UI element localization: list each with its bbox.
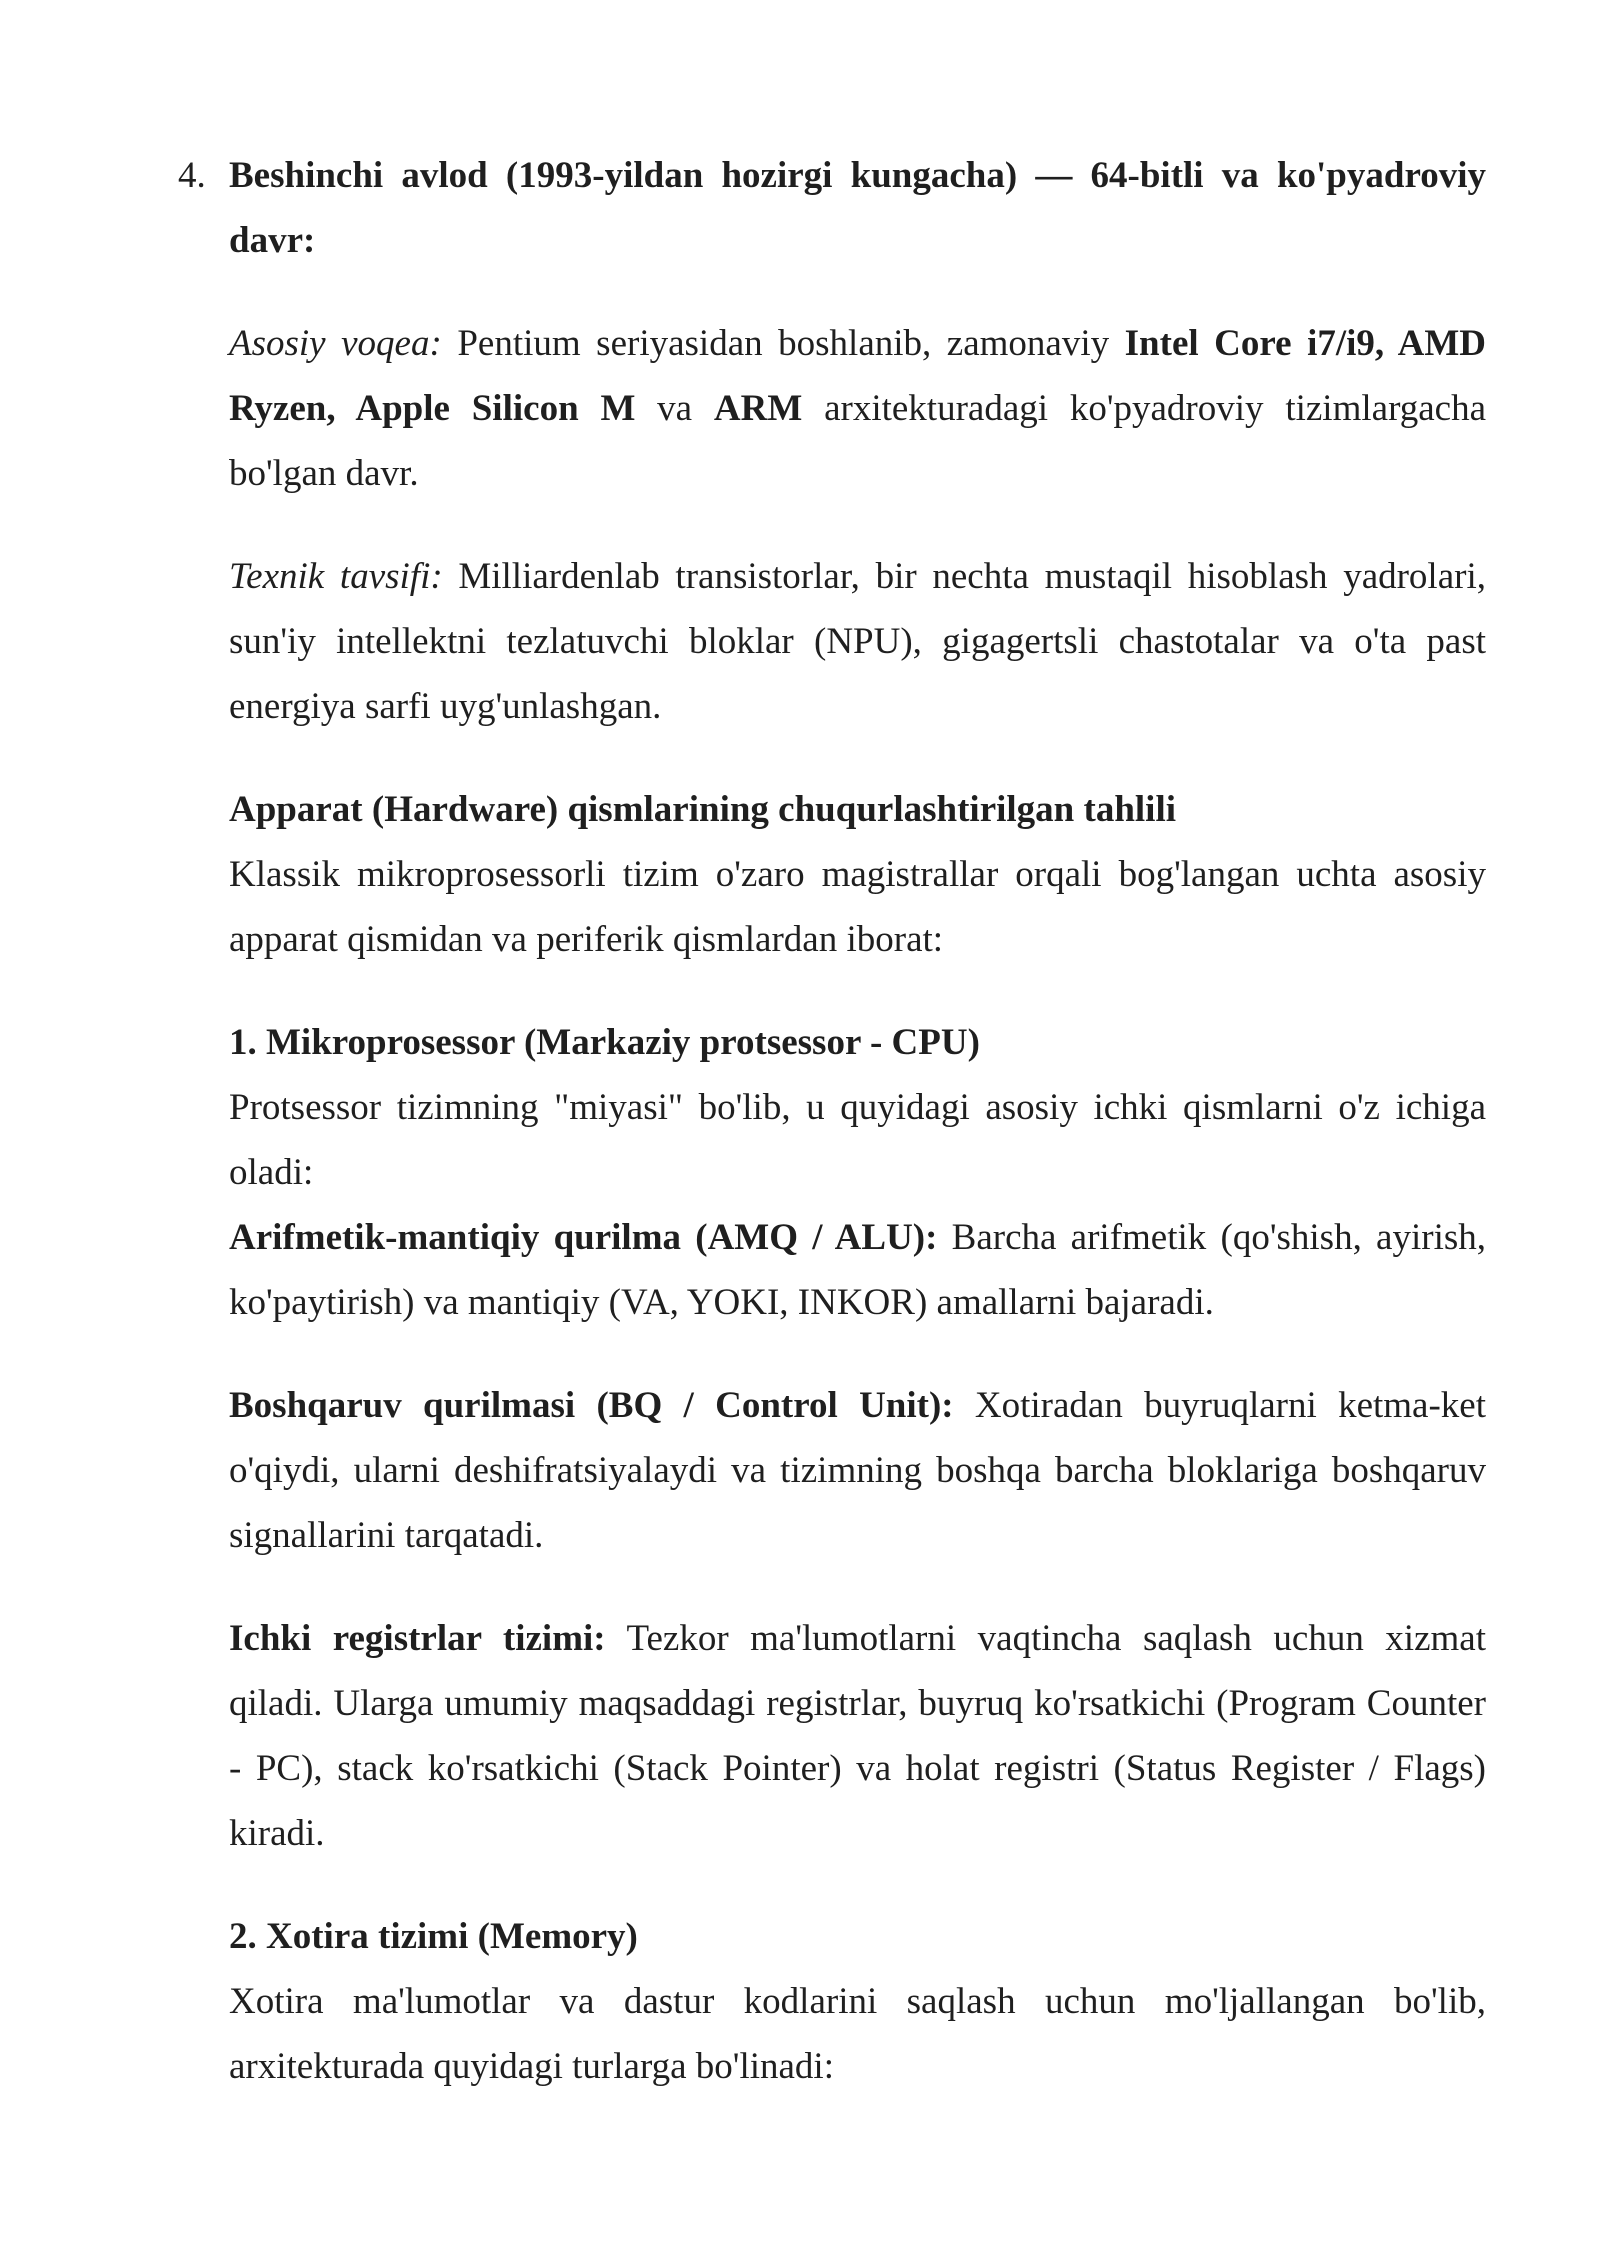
- alu-label: Arifmetik-mantiqiy qurilma (AMQ / ALU):: [229, 1217, 938, 1258]
- event-text-2: va: [635, 388, 714, 429]
- control-unit-text: Xotiradan buyruqlarni ketma-ket o'qiydi, ularni deshifratsiyalaydi va tizimning boshqa barcha bloklariga boshqaruv signallarini tarqatadi.: [229, 1385, 1486, 1556]
- event-label: Asosiy voqea:: [229, 323, 442, 364]
- hardware-paragraph: Klassik mikroprosessorli tizim o'zaro magistrallar orqali bog'langan uchta asosiy apparat qismidan va periferik qismlardan iborat:: [229, 854, 1486, 960]
- event-text-3: arxitekturadagi ko'pyadroviy tizimlargacha bo'lgan davr.: [229, 388, 1486, 494]
- alu-paragraph: [229, 1205, 1486, 1335]
- registers-text: Tezkor ma'lumotlarni vaqtincha saqlash uchun xizmat qiladi. Ularga umumiy maqsaddagi registrlar, buyruq ko'rsatkichi (Program Counter - PC), stack ko'rsatkichi (Stack Pointer) va holat registri (Status Register / Flags) kiradi.: [229, 1618, 1486, 1854]
- registers-label: Ichki registrlar tizimi:: [229, 1618, 606, 1659]
- event-text-1: Pentium seriyasidan boshlanib, zamonaviy: [441, 323, 1125, 364]
- tech-text: Milliardenlab transistorlar, bir nechta mustaqil hisoblash yadrolari, sun'iy intellektni tezlatuvchi bloklar (NPU), gigagertsli chastotalar va o'ta past energiya sarfi uyg'unlashgan.: [229, 556, 1486, 727]
- generation-title: Beshinchi avlod (1993-yildan hozirgi kungacha) — 64-bitli va ko'pyadroviy davr:: [229, 155, 1486, 261]
- tech-label: Texnik tavsifi:: [229, 556, 443, 597]
- event-paragraph: [229, 311, 1486, 506]
- event-bold-1: Intel Core i7/i9, AMD Ryzen, Apple Silicon M: [229, 323, 1486, 429]
- control-unit-paragraph: [229, 1373, 1486, 1568]
- control-unit-label: Boshqaruv qurilmasi (BQ / Control Unit):: [229, 1385, 954, 1426]
- memory-paragraph: Xotira ma'lumotlar va dastur kodlarini saqlash uchun mo'ljallangan bo'lib, arxitekturada quyidagi turlarga bo'linadi:: [229, 1981, 1486, 2087]
- tech-paragraph: [229, 544, 1486, 739]
- event-bold-2: ARM: [713, 388, 803, 429]
- memory-heading: 2. Xotira tizimi (Memory): [229, 1916, 638, 1957]
- cpu-heading: 1. Mikroprosessor (Markaziy protsessor - CPU): [229, 1022, 980, 1063]
- list-number: 4.: [178, 155, 206, 196]
- registers-paragraph: [229, 1606, 1486, 1866]
- alu-text: Barcha arifmetik (qo'shish, ayirish, ko'paytirish) va mantiqiy (VA, YOKI, INKOR) amallarni bajaradi.: [229, 1217, 1486, 1323]
- hardware-heading: Apparat (Hardware) qismlarining chuqurlashtirilgan tahlili: [229, 789, 1177, 830]
- cpu-intro: Protsessor tizimning "miyasi" bo'lib, u quyidagi asosiy ichki qismlarni o'z ichiga oladi:: [229, 1087, 1486, 1193]
